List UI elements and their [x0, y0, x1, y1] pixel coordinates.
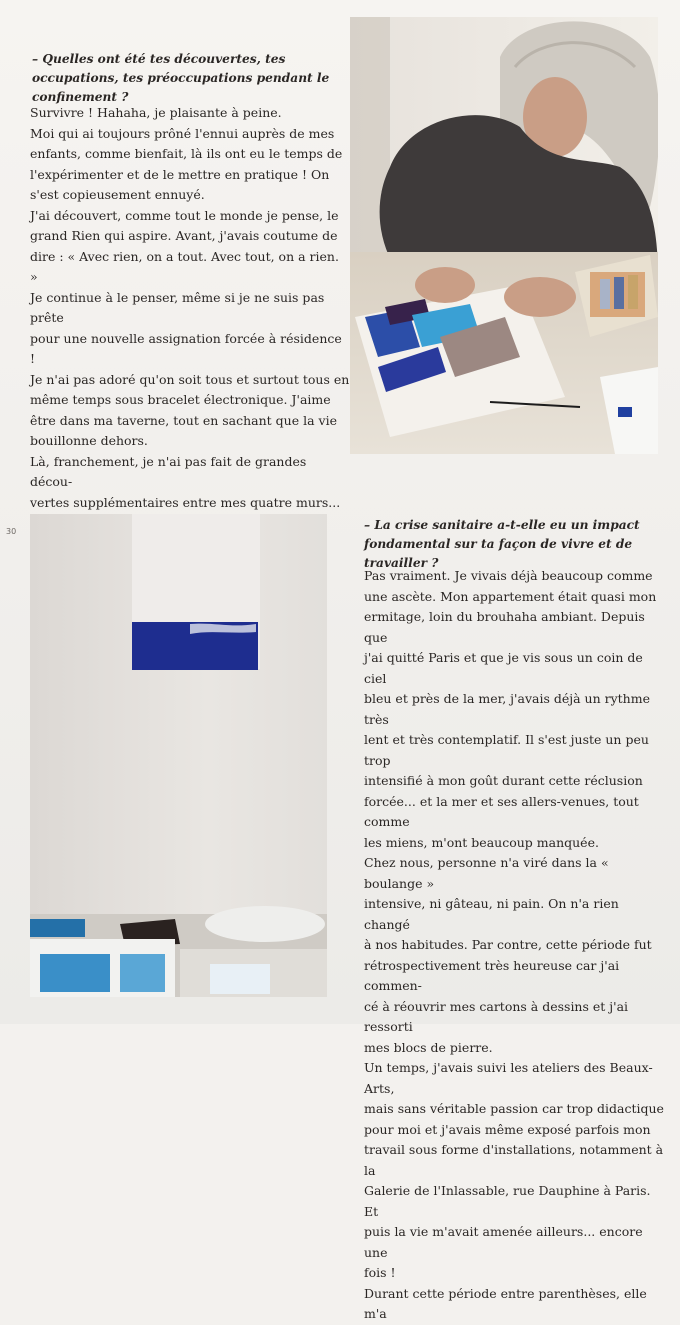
answer-line: à nos habitudes. Par contre, cette période fut — [364, 937, 652, 952]
answer-line: j'ai quitté Paris et que je vis sous un coin de ciel — [364, 650, 643, 686]
answer-line: lent et très contemplatif. Il s'est juste un peu trop — [364, 732, 649, 768]
interview-question-1: – Quelles ont été tes découvertes, tes occupations, tes préoccupations pendant le confinement ? — [32, 52, 330, 104]
answer-line: pour une nouvelle assignation forcée à résidence ! — [30, 330, 342, 366]
answer-line: intensive, ni gâteau, ni pain. On n'a rien changé — [364, 896, 619, 932]
answer-line: Chez nous, personne n'a viré dans la « boulange » — [364, 855, 609, 891]
answer-line: fois ! — [364, 1265, 396, 1280]
answer-line: cé à réouvrir mes cartons à dessins et j'ai ressorti — [364, 998, 629, 1034]
answer-line: J'ai découvert, comme tout le monde je pense, le — [30, 207, 339, 223]
answer-line: Je continue à le penser, même si je ne suis pas prête — [30, 289, 325, 325]
answer-line: ermitage, loin du brouhaha ambiant. Depuis que — [364, 609, 645, 645]
answer-line: s'est copieusement ennuyé. — [30, 187, 205, 202]
answer-line: grand Rien qui aspire. Avant, j'avais coutume de — [30, 228, 338, 243]
answer-line: dire : « Avec rien, on a tout. Avec tout, on a rien. » — [30, 248, 339, 284]
answer-line: Je n'ai pas adoré qu'on soit tous et surtout tous en — [30, 371, 350, 387]
interview-question-2: – La crise sanitaire a-t-elle eu un impact fondamental sur ta façon de vivre et de travailler ? — [364, 518, 640, 570]
answer-line: même temps sous bracelet électronique. J'aime — [30, 392, 331, 407]
page-number — [6, 527, 16, 537]
answer-line: intensifié à mon goût durant cette réclusion — [364, 773, 643, 788]
answer-line: mais sans véritable passion car trop didactique — [364, 1101, 664, 1116]
answer-line: Pas vraiment. Je vivais déjà beaucoup comme — [364, 568, 653, 583]
answer-line: Survivre ! Hahaha, je plaisante à peine. — [30, 105, 282, 120]
answer-line: une ascète. Mon appartement était quasi mon — [364, 588, 657, 604]
interview-answer-2 — [364, 566, 664, 1325]
answer-line: enfants, comme bienfait, là ils ont eu le temps de — [30, 146, 343, 161]
page-number-text: 30 — [6, 527, 17, 536]
answer-line: Moi qui ai toujours prôné l'ennui auprès de mes — [30, 125, 335, 141]
answer-line: mes blocs de pierre. — [364, 1039, 493, 1055]
studio-wall-photo — [30, 514, 327, 997]
interview-answer-1 — [30, 103, 350, 513]
answer-line: rétrospectivement très heureuse car j'ai commen- — [364, 957, 620, 993]
answer-line: Galerie de l'Inlassable, rue Dauphine à Paris. Et — [364, 1183, 651, 1219]
answer-line: bouillonne dehors. — [30, 433, 148, 448]
answer-line: les miens, m'ont beaucoup manquée. — [364, 834, 599, 850]
answer-line: vertes supplémentaires entre mes quatre murs... — [30, 494, 341, 510]
answer-line: l'expérimenter et de le mettre en pratique ! On — [30, 166, 330, 182]
answer-line: forcée... et la mer et ses allers-venues, tout comme — [364, 793, 639, 829]
answer-line: Durant cette période entre parenthèses, elle m'a — [364, 1285, 647, 1321]
artist-working-photo — [350, 17, 658, 454]
answer-line: travail sous forme d'installations, notamment à la — [364, 1142, 664, 1178]
answer-line: pour moi et j'avais même exposé parfois mon — [364, 1121, 651, 1137]
answer-line: Un temps, j'avais suivi les ateliers des Beaux-Arts, — [364, 1060, 653, 1096]
answer-line: bleu et près de la mer, j'avais déjà un rythme très — [364, 691, 650, 727]
answer-line: être dans ma taverne, tout en sachant que la vie — [30, 412, 337, 428]
answer-line: puis la vie m'avait amenée ailleurs... encore une — [364, 1224, 643, 1260]
answer-line: Là, franchement, je n'ai pas fait de grandes décou- — [30, 453, 307, 489]
